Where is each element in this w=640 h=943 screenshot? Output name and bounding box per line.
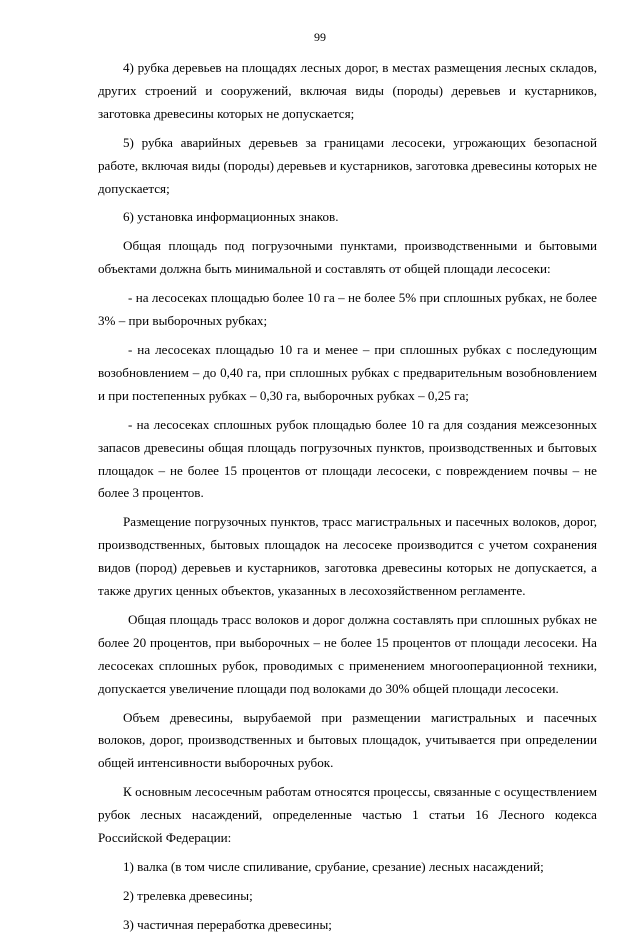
list-item-over-10ha: - на лесосеках площадью более 10 га – не более 5% при сплошных рубках, не более 3% – при выборочных рубках; bbox=[98, 290, 597, 329]
paragraph-main-operations: К основным лесосечным работам относятся процессы, связанные с осуществлением рубок лесных насаждений, определенные частью 1 статьи 16 Лесного кодекса Российской Федерации: bbox=[98, 784, 597, 846]
paragraph-wood-volume: Объем древесины, вырубаемой при размещении магистральных и пасечных волоков, дорог, производственных и бытовых площадок, учитывается при определении общей интенсивности выборочных рубок. bbox=[98, 709, 597, 771]
list-item-10ha-or-less: - на лесосеках площадью 10 га и менее – при сплошных рубках с последующим возобновлением – до 0,40 га, при сплошных рубках с предварительным возобновлением и при постепенных рубках – 0,30 га, выборочных рубках – 0,25 га; bbox=[98, 341, 597, 403]
list-item-processing: 3) частичная переработка древесины; bbox=[123, 916, 332, 932]
paragraph-trails-area: Общая площадь трасс волоков и дорог должна составлять при сплошных рубках не более 20 процентов, при выборочных – не более 15 процентов от площади лесосеки. На лесосеках сплошных рубок, проводимых с применением многооперационной техники, допускается увеличение площади под волоками до 30% общей площади лесосеки. bbox=[98, 611, 597, 696]
list-item-felling: 1) валка (в том числе спиливание, срубание, срезание) лесных насаждений; bbox=[123, 859, 544, 874]
list-item-offseason-stock: - на лесосеках сплошных рубок площадью более 10 га для создания межсезонных запасов древесины общая площадь погрузочных пунктов, производственных и бытовых площадок – не более 15 процентов от площади лесосеки, с повреждением почвы – не более 3 процентов. bbox=[98, 416, 597, 501]
list-item-skidding: 2) трелевка древесины; bbox=[123, 887, 253, 903]
paragraph-total-area: Общая площадь под погрузочными пунктами, производственными и бытовыми объектами должна быть минимальной и составлять от общей площади лесосеки: bbox=[98, 238, 597, 277]
paragraph-placement: Размещение погрузочных пунктов, трасс магистральных и пасечных волоков, дорог, производственных, бытовых площадок на лесосеке производится с учетом сохранения видов (пород) деревьев и кустарников, заготовка древесины которых не допускается, а также других ценных объектов, указанных в лесохозяйственном регламенте. bbox=[98, 514, 597, 599]
paragraph-item-5: 5) рубка аварийных деревьев за границами лесосеки, угрожающих безопасной работе, включая виды (породы) деревьев и кустарников, заготовка древесины которых не допускается; bbox=[98, 134, 597, 196]
paragraph-item-4: 4) рубка деревьев на площадях лесных дорог, в местах размещения лесных складов, других строений и сооружений, включая виды (породы) деревьев и кустарников, заготовка древесины которых не допускается; bbox=[98, 60, 597, 121]
page-number: 99 bbox=[314, 30, 326, 44]
document-body bbox=[98, 57, 597, 943]
paragraph-item-6: 6) установка информационных знаков. bbox=[123, 209, 339, 225]
